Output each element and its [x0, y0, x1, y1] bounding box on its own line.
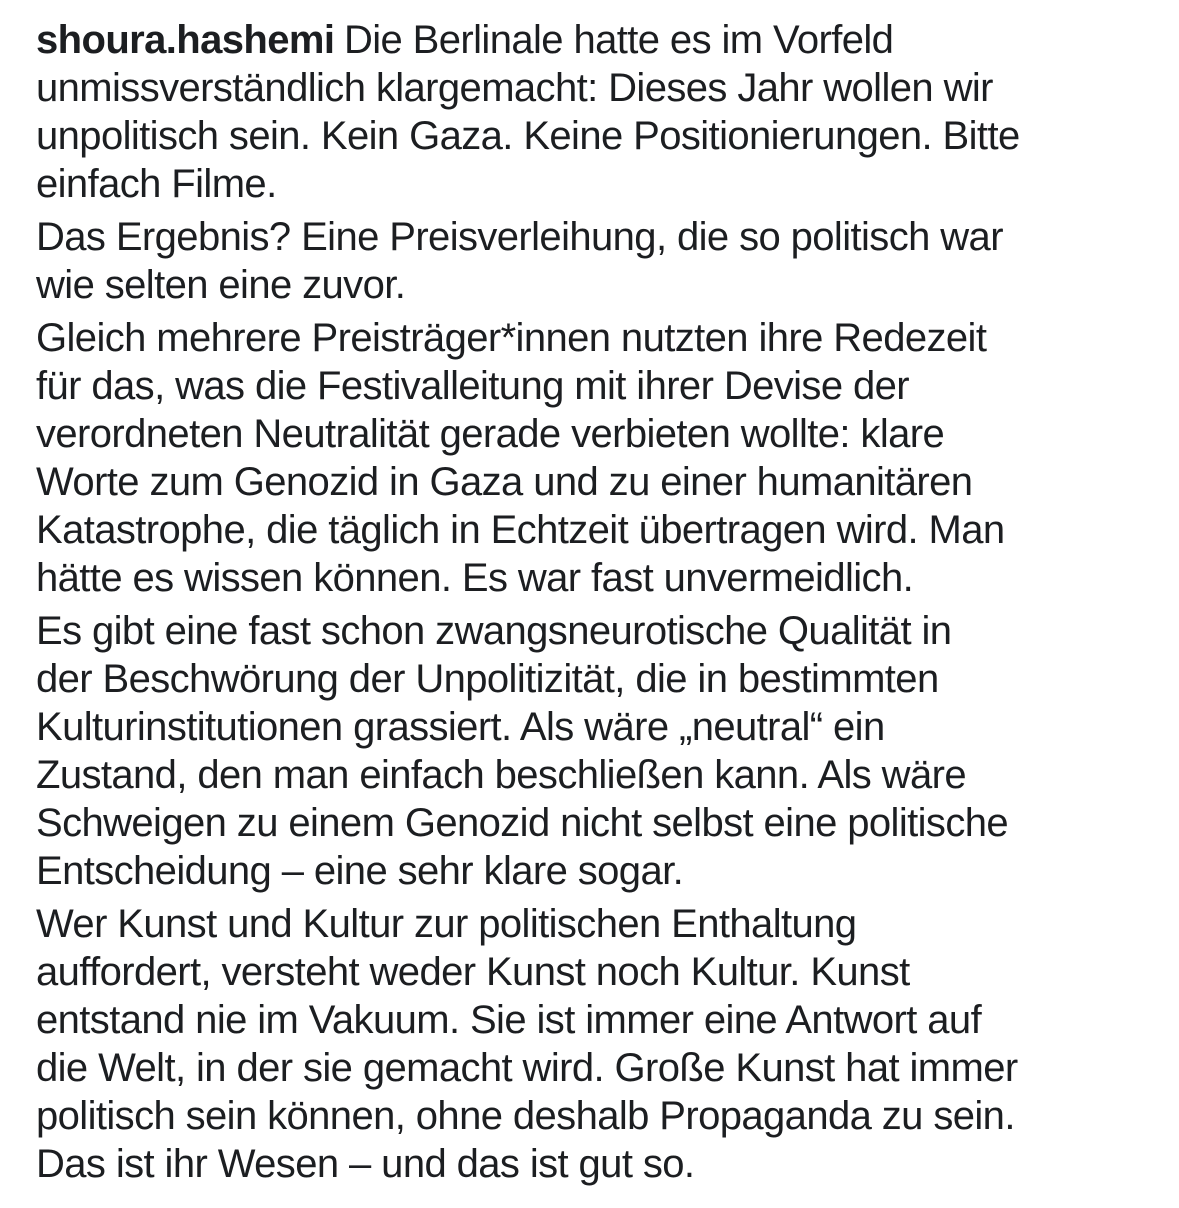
caption-line — [36, 16, 1145, 64]
caption-line: Katastrophe, die täglich in Echtzeit übertragen wird. Man — [36, 508, 1005, 552]
caption-line: für das, was die Festivalleitung mit ihrer Devise der — [36, 364, 910, 408]
caption-paragraph — [36, 213, 1145, 309]
caption-line: unmissverständlich klargemacht: Dieses Jahr wollen wir — [36, 66, 993, 110]
caption-line: Entscheidung – eine sehr klare sogar. — [36, 849, 684, 893]
caption-line: Zustand, den man einfach beschließen kann. Als wäre — [36, 753, 966, 797]
caption-line: Worte zum Genozid in Gaza und zu einer humanitären — [36, 460, 973, 504]
caption-line: wie selten eine zuvor. — [36, 263, 406, 307]
caption-line: Das ist ihr Wesen – und das ist gut so. — [36, 1142, 695, 1186]
caption-line: einfach Filme. — [36, 162, 277, 206]
caption-line: Gleich mehrere Preisträger*innen nutzten ihre Redezeit — [36, 316, 987, 360]
caption-line: hätte es wissen können. Es war fast unvermeidlich. — [36, 556, 914, 600]
caption-line: unpolitisch sein. Kein Gaza. Keine Positionierungen. Bitte — [36, 114, 1020, 158]
caption-line: Es gibt eine fast schon zwangsneurotische Qualität in — [36, 609, 952, 653]
caption-line: verordneten Neutralität gerade verbieten wollte: klare — [36, 412, 945, 456]
caption-line: Das Ergebnis? Eine Preisverleihung, die so politisch war — [36, 215, 1003, 259]
caption-line: politisch sein können, ohne deshalb Propaganda zu sein. — [36, 1094, 1015, 1138]
caption-paragraph — [36, 314, 1145, 602]
caption-line: auffordert, versteht weder Kunst noch Kultur. Kunst — [36, 950, 910, 994]
caption-paragraph — [36, 607, 1145, 895]
caption-line: die Welt, in der sie gemacht wird. Große Kunst hat immer — [36, 1046, 1018, 1090]
caption-paragraph — [36, 16, 1145, 208]
caption-line: Wer Kunst und Kultur zur politischen Enthaltung — [36, 902, 857, 946]
username-link[interactable]: shoura.hashemi — [36, 18, 335, 62]
caption-line: Schweigen zu einem Genozid nicht selbst eine politische — [36, 801, 1009, 845]
caption-line: der Beschwörung der Unpolitizität, die in bestimmten — [36, 657, 939, 701]
caption-paragraph — [36, 900, 1145, 1188]
caption-text: Die Berlinale hatte es im Vorfeld — [343, 18, 894, 62]
caption-line: entstand nie im Vakuum. Sie ist immer eine Antwort auf — [36, 998, 982, 1042]
caption-line: Kulturinstitutionen grassiert. Als wäre „neutral“ ein — [36, 705, 885, 749]
